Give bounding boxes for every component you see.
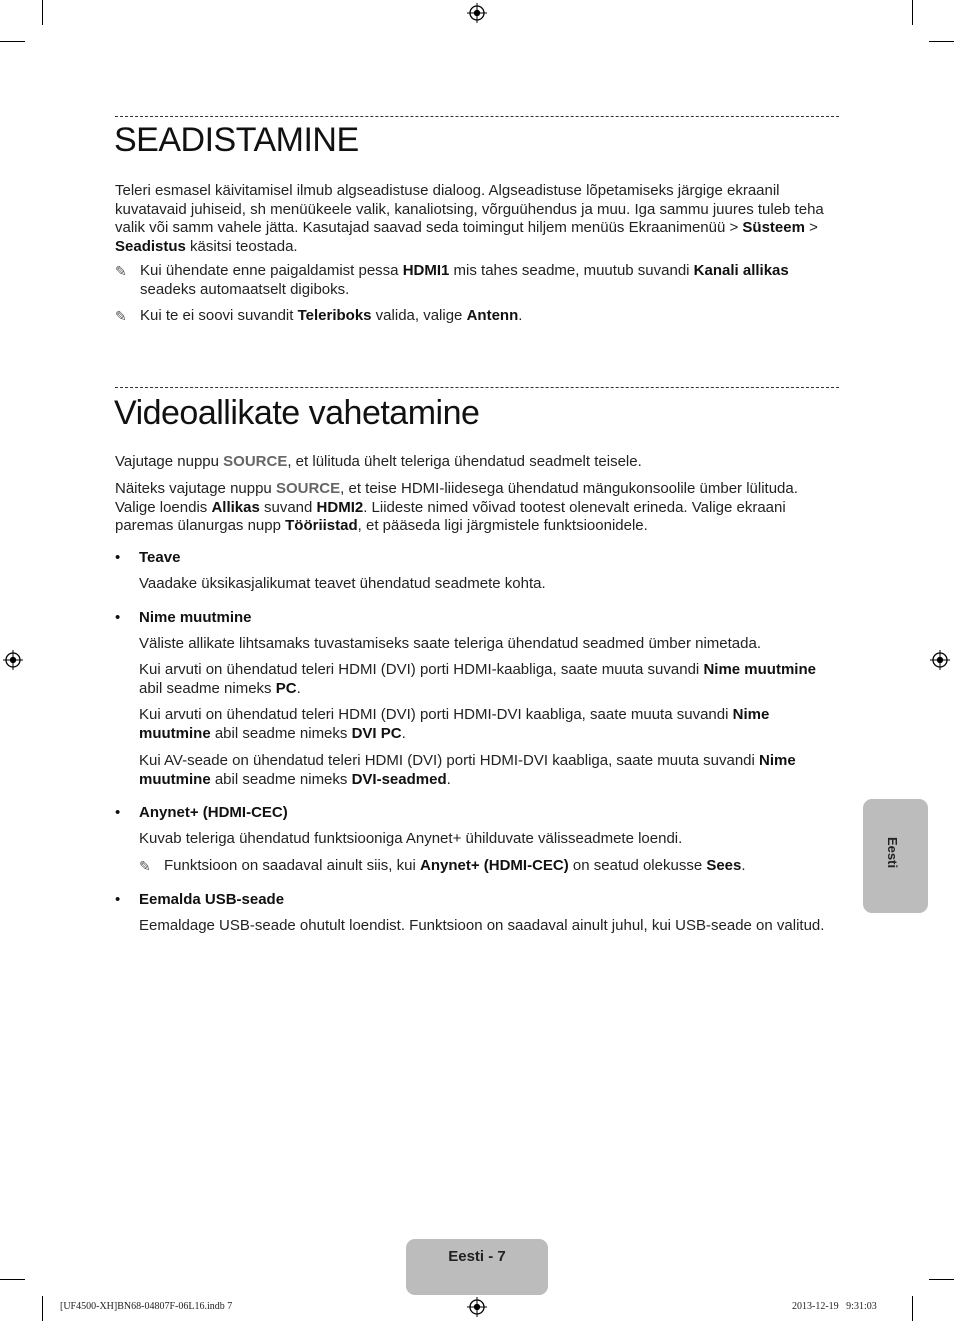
section-title: Videoallikate vahetamine [114, 394, 480, 432]
page-number: Eesti - 7 [448, 1248, 506, 1265]
bullet-icon: • [115, 549, 121, 566]
bullet-icon: • [115, 609, 121, 626]
crop-mark [929, 1279, 954, 1280]
list-item-label: • Nime muutmine [115, 609, 252, 626]
page-number-box [406, 1239, 548, 1295]
registration-mark-icon [3, 650, 23, 670]
crop-mark [912, 0, 913, 25]
crop-mark [929, 41, 954, 42]
crop-mark [0, 41, 25, 42]
item-paragraph: Eemaldage USB-seade ohutult loendist. Funktsioon on saadaval ainult juhul, kui USB-seade on valitud. [139, 917, 825, 934]
item-paragraph: Kui arvuti on ühendatud teleri HDMI (DVI) porti HDMI-DVI kaabliga, saate muuta suvandi Nime muutmine abil seadme nimeks DVI PC. [139, 706, 770, 742]
pencil-note-icon: ✎ [115, 263, 127, 279]
crop-mark [0, 1279, 25, 1280]
item-paragraph: Väliste allikate lihtsamaks tuvastamiseks saate teleriga ühendatud seadmed ümber nimetada. [139, 635, 762, 652]
section-title: SEADISTAMINE [114, 121, 359, 159]
registration-mark-icon [467, 3, 487, 23]
section-divider [115, 116, 839, 117]
note [139, 857, 839, 876]
pencil-note-icon: ✎ [139, 858, 151, 874]
list-item-label: • Eemalda USB-seade [115, 891, 285, 908]
pencil-note-icon: ✎ [115, 308, 127, 324]
crop-mark [42, 0, 43, 25]
list-item-label: • Teave [115, 549, 181, 566]
registration-mark-icon [467, 1297, 487, 1317]
item-paragraph: Kuvab teleriga ühendatud funktsiooniga Anynet+ ühilduvate välisseadmete loendi. [139, 830, 683, 847]
note [115, 307, 839, 326]
item-paragraph: Kui arvuti on ühendatud teleri HDMI (DVI) porti HDMI-kaabliga, saate muuta suvandi Nime muutmine abil seadme nimeks PC. [139, 661, 816, 697]
paragraph: Vajutage nuppu SOURCE, et lülituda ühelt teleriga ühendatud seadmelt teisele. [115, 453, 642, 470]
bullet-icon: • [115, 804, 121, 821]
language-side-tab [863, 799, 928, 913]
crop-mark [912, 1296, 913, 1321]
footer-file-info: [UF4500-XH]BN68-04807F-06L16.indb 7 [60, 1301, 233, 1312]
crop-mark [42, 1296, 43, 1321]
note-text: Funktsioon on saadaval ainult siis, kui Anynet+ (HDMI-CEC) on seatud olekusse Sees. [164, 857, 746, 874]
footer-timestamp: 2013-12-19 9:31:03 [792, 1301, 877, 1312]
note [115, 262, 839, 299]
side-tab-label: Eesti [885, 837, 900, 869]
bullet-icon: • [115, 891, 121, 908]
note-text: Kui te ei soovi suvandit Teleriboks valida, valige Antenn. [140, 307, 523, 324]
note-text: Kui ühendate enne paigaldamist pessa HDMI1 mis tahes seadme, muutub suvandi Kanali allikas seadeks automaatselt digiboks. [140, 262, 789, 298]
section-divider [115, 387, 839, 388]
intro-paragraph: Teleri esmasel käivitamisel ilmub algseadistuse dialoog. Algseadistuse lõpetamiseks järgige ekraanil kuvatavaid juhiseid, sh menüükeele valik, kanaliotsing, võrguühendus ja muu. Iga sammu juures tuleb teha valik või samm vahele jätta. Kasutajad saavad seda toimingut hiljem menüüs Ekraanimenüü > Süsteem > Seadistus käsitsi teostada. [115, 182, 824, 255]
item-paragraph: Kui AV-seade on ühendatud teleri HDMI (DVI) porti HDMI-DVI kaabliga, saate muuta suvandi Nime muutmine abil seadme nimeks DVI-seadmed. [139, 752, 796, 788]
paragraph: Näiteks vajutage nuppu SOURCE, et teise HDMI-liidesega ühendatud mängukonsoolile ümber lülituda. Valige loendis Allikas suvand HDMI2. Liideste nimed võivad tootest olenevalt erineda. Valige ekraani paremas ülanurgas nupp Tööriistad, et pääseda ligi järgmistele funktsioonidele. [115, 480, 798, 535]
item-paragraph: Vaadake üksikasjalikumat teavet ühendatud seadmete kohta. [139, 575, 546, 592]
list-item-label: • Anynet+ (HDMI-CEC) [115, 804, 288, 821]
registration-mark-icon [930, 650, 950, 670]
